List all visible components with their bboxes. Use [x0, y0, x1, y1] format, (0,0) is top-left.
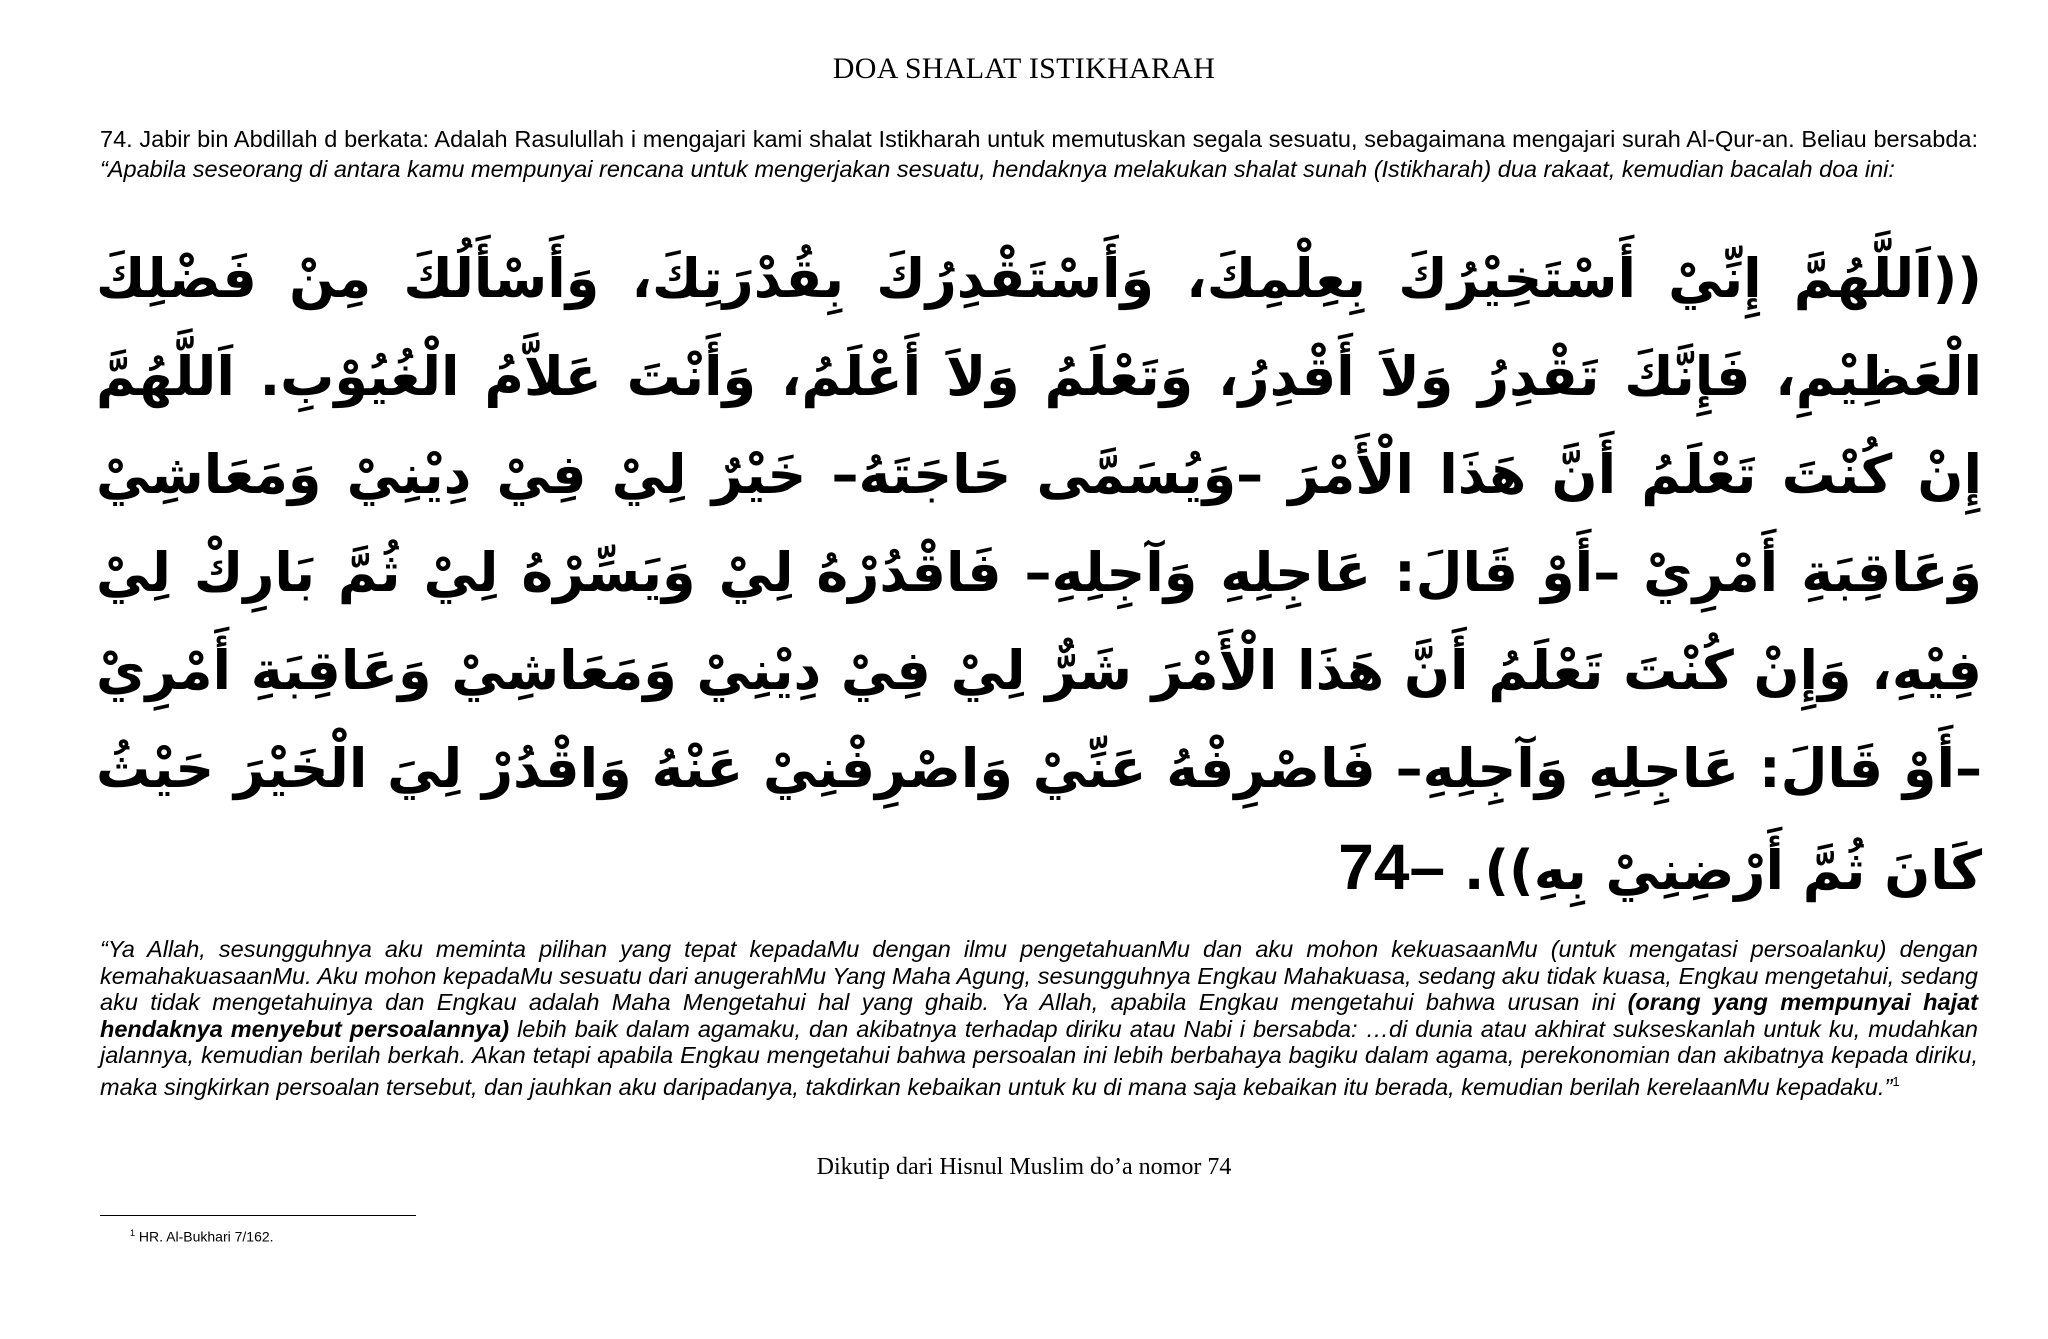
source-citation: Dikutip dari Hisnul Muslim do’a nomor 74: [816, 1154, 1232, 1180]
intro-paragraph: [100, 124, 1978, 184]
hadith-number: 74–: [1338, 831, 1446, 903]
intro-text: 74. Jabir bin Abdillah d berkata: Adalah Rasulullah i mengajari kami shalat Istikharah untuk memutuskan segala sesuatu, sebagaimana mengajari surah Al-Qur-an. Beliau bersabda:: [100, 126, 1978, 152]
footnote-divider: [100, 1215, 416, 1216]
page-title: DOA SHALAT ISTIKHARAH: [832, 52, 1216, 85]
translation-paragraph: [100, 936, 1978, 1100]
translation-bold-note: (orang yang mempunyai hajat hendaknya menyebut persoalannya): [100, 989, 1978, 1042]
footnote: [130, 1228, 274, 1245]
translation-part2: lebih baik dalam agamaku, dan akibatnya terhadap diriku atau Nabi i bersabda: …di dunia atau akhirat sukseskanlah untuk ku, mudahkan jalannya, kemudian berilah berkah. Akan tetapi apabila Engkau mengetahui bahwa persoalan ini lebih berbahaya bagiku dalam agama, perekonomian dan akibatnya kepada diriku, maka singkirkan persoalan tersebut, dan jauhkan aku daripadanya, takdirkan kebaikan untuk ku di mana saja kebaikan itu berada, kemudian berilah kerelaanMu kepadaku.”: [100, 1015, 1978, 1100]
arabic-prayer-text: [96, 230, 1982, 920]
intro-quote: “Apabila seseorang di antara kamu mempunyai rencana untuk mengerjakan sesuatu, hendaknya melakukan shalat sunah (Istikharah) dua rakaat, kemudian bacalah doa ini:: [100, 156, 1895, 182]
footnote-marker: 1: [130, 1228, 136, 1238]
footnote-text: HR. Al-Bukhari 7/162.: [135, 1228, 274, 1245]
translation-part1: “Ya Allah, sesungguhnya aku meminta pilihan yang tepat kepadaMu dengan ilmu pengetahuanMu dan aku mohon kekuasaanMu (untuk mengatasi persoalanku) dengan kemahakuasaanMu. Aku mohon kepadaMu sesuatu dari anugerahMu Yang Maha Agung, sesungguhnya Engkau Mahakuasa, sedang aku tidak kuasa, Engkau mengetahui, sedang aku tidak mengetahuinya dan Engkau adalah Maha Mengetahui hal yang ghaib. Ya Allah, apabila Engkau mengetahui bahwa urusan ini: [100, 936, 1978, 1015]
arabic-body: ((اَللَّهُمَّ إِنِّيْ أَسْتَخِيْرُكَ بِعِلْمِكَ، وَأَسْتَقْدِرُكَ بِقُدْرَتِكَ، وَأَسْأَلُكَ مِنْ فَضْلِكَ الْعَظِيْمِ، فَإِنَّكَ تَقْدِرُ وَلاَ أَقْدِرُ، وَتَعْلَمُ وَلاَ أَعْلَمُ، وَأَنْتَ عَلاَّمُ الْغُيُوْبِ. اَللَّهُمَّ إِنْ كُنْتَ تَعْلَمُ أَنَّ هَذَا الْأَمْرَ –وَيُسَمَّى حَاجَتَهُ– خَيْرٌ لِيْ فِيْ دِيْنِيْ وَمَعَاشِيْ وَعَاقِبَةِ أَمْرِيْ –أَوْ قَالَ: عَاجِلِهِ وَآجِلِهِ– فَاقْدُرْهُ لِيْ وَيَسِّرْهُ لِيْ ثُمَّ بَارِكْ لِيْ فِيْهِ، وَإِنْ كُنْتَ تَعْلَمُ أَنَّ هَذَا الْأَمْرَ شَرٌّ لِيْ فِيْ دِيْنِيْ وَمَعَاشِيْ وَعَاقِبَةِ أَمْرِيْ –أَوْ قَالَ: عَاجِلِهِ وَآجِلِهِ– فَاصْرِفْهُ عَنِّيْ وَاصْرِفْنِيْ عَنْهُ وَاقْدُرْ لِيَ الْخَيْرَ حَيْثُ كَانَ ثُمَّ أَرْضِنِيْ بِهِ)).: [96, 247, 1982, 902]
footnote-reference: 1: [1892, 1073, 1900, 1089]
